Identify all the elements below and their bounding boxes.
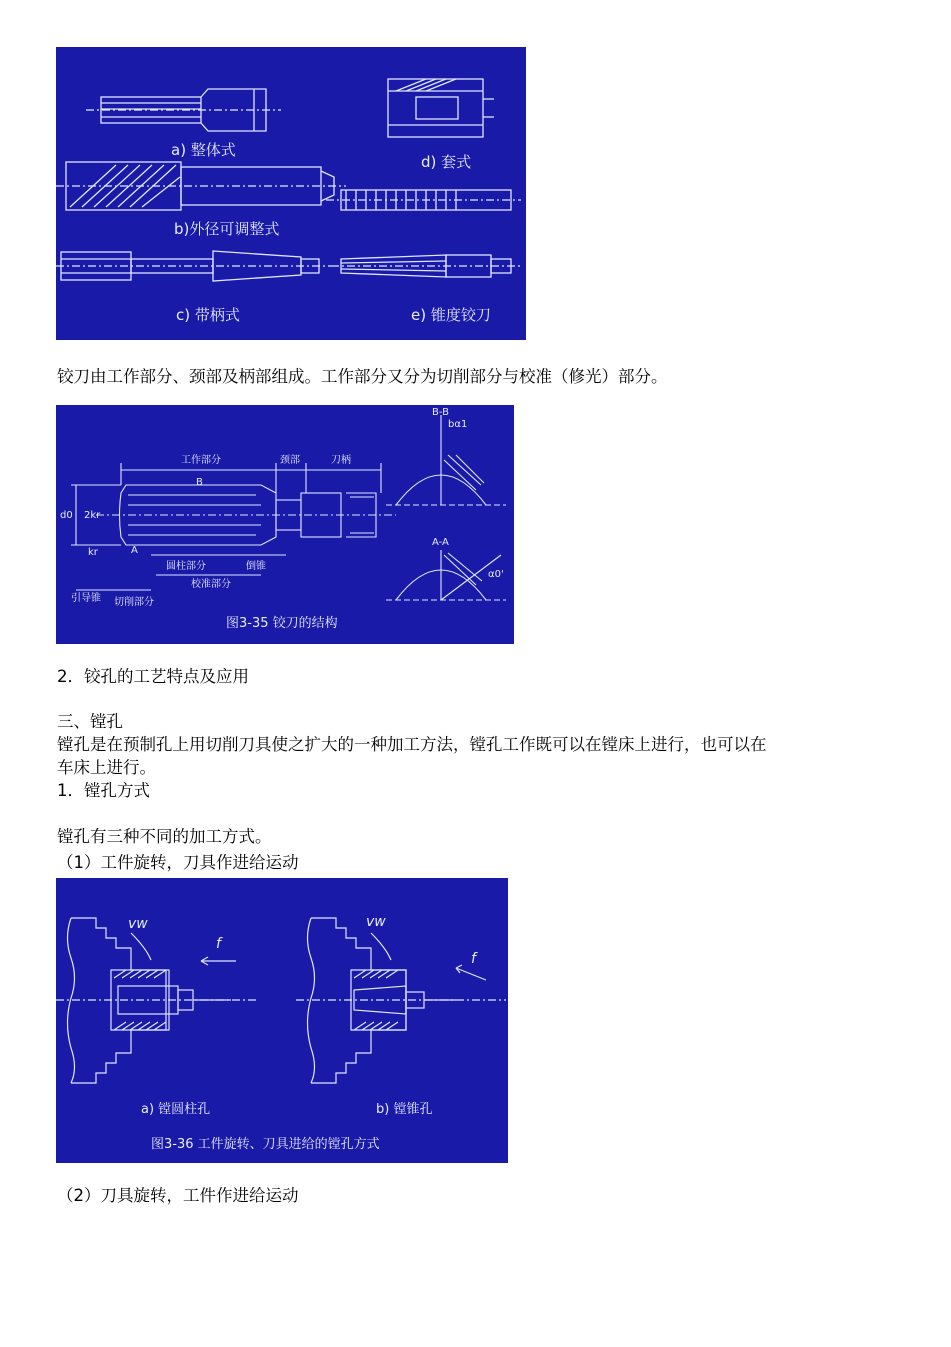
label-shank-reamer: c) 带柄式 — [176, 306, 240, 324]
label-section-aa: A-A — [432, 537, 449, 548]
heading-boring-methods: 1．镗孔方式 — [57, 781, 150, 800]
label-alpha0: α0' — [488, 569, 504, 580]
paragraph-boring-line2: 车床上进行。 — [57, 758, 156, 777]
paragraph-three-methods: 镗孔有三种不同的加工方式。 — [57, 827, 272, 846]
figure-boring-methods — [56, 878, 508, 1163]
label-vw-b: vw — [366, 914, 386, 930]
label-2kr: 2kr — [84, 510, 101, 521]
label-neck: 颈部 — [280, 455, 300, 466]
figure-reamer-types — [56, 47, 526, 340]
label-section-bb: B-B — [432, 407, 449, 418]
reamer-structure-diagram — [56, 405, 514, 644]
figure3-caption: 图3-36 工件旋转、刀具进给的镗孔方式 — [151, 1137, 380, 1152]
paragraph-boring-line1: 镗孔是在预制孔上用切削刀具使之扩大的一种加工方法，镗孔工作既可以在镗床上进行，也可以在 — [57, 735, 767, 754]
list-item-tool-rotates: （2）刀具旋转，工件作进给运动 — [57, 1186, 299, 1205]
heading-reaming-features: 2．铰孔的工艺特点及应用 — [57, 667, 249, 686]
label-bore-taper: b) 镗锥孔 — [376, 1102, 433, 1117]
list-item-workpiece-rotates: （1）工件旋转，刀具作进给运动 — [57, 853, 299, 872]
figure-reamer-structure — [56, 405, 514, 644]
label-adjustable-reamer: b)外径可调整式 — [174, 220, 280, 238]
label-A: A — [131, 545, 138, 556]
label-vw-a: vw — [128, 916, 148, 932]
label-taper-reamer: e) 锥度铰刀 — [411, 306, 491, 324]
label-cylinder-part: 圆柱部分 — [166, 561, 206, 572]
label-calibration-part: 校准部分 — [191, 579, 231, 590]
label-b-alpha1: bα1 — [448, 419, 468, 430]
label-working-part: 工作部分 — [181, 455, 221, 466]
label-B: B — [196, 477, 203, 488]
label-back-taper: 倒锥 — [246, 561, 266, 572]
boring-methods-diagram — [56, 878, 508, 1163]
label-solid-reamer: a) 整体式 — [171, 141, 236, 159]
label-kr: kr — [88, 547, 98, 558]
label-bore-cylinder: a) 镗圆柱孔 — [141, 1102, 211, 1117]
figure2-caption: 图3-35 铰刀的结构 — [226, 616, 338, 631]
label-f-a: f — [216, 936, 221, 952]
label-shank: 刀柄 — [331, 455, 351, 466]
label-guide-taper: 引导锥 — [71, 593, 101, 604]
label-d0: d0 — [60, 510, 73, 521]
label-shell-reamer: d) 套式 — [421, 153, 472, 171]
label-cutting-part: 切削部分 — [114, 597, 154, 608]
label-f-b: f — [471, 951, 476, 967]
paragraph-reamer-structure: 铰刀由工作部分、颈部及柄部组成。工作部分又分为切削部分与校准（修光）部分。 — [57, 367, 668, 386]
reamer-types-diagram — [56, 47, 526, 340]
heading-boring: 三、镗孔 — [57, 712, 123, 731]
